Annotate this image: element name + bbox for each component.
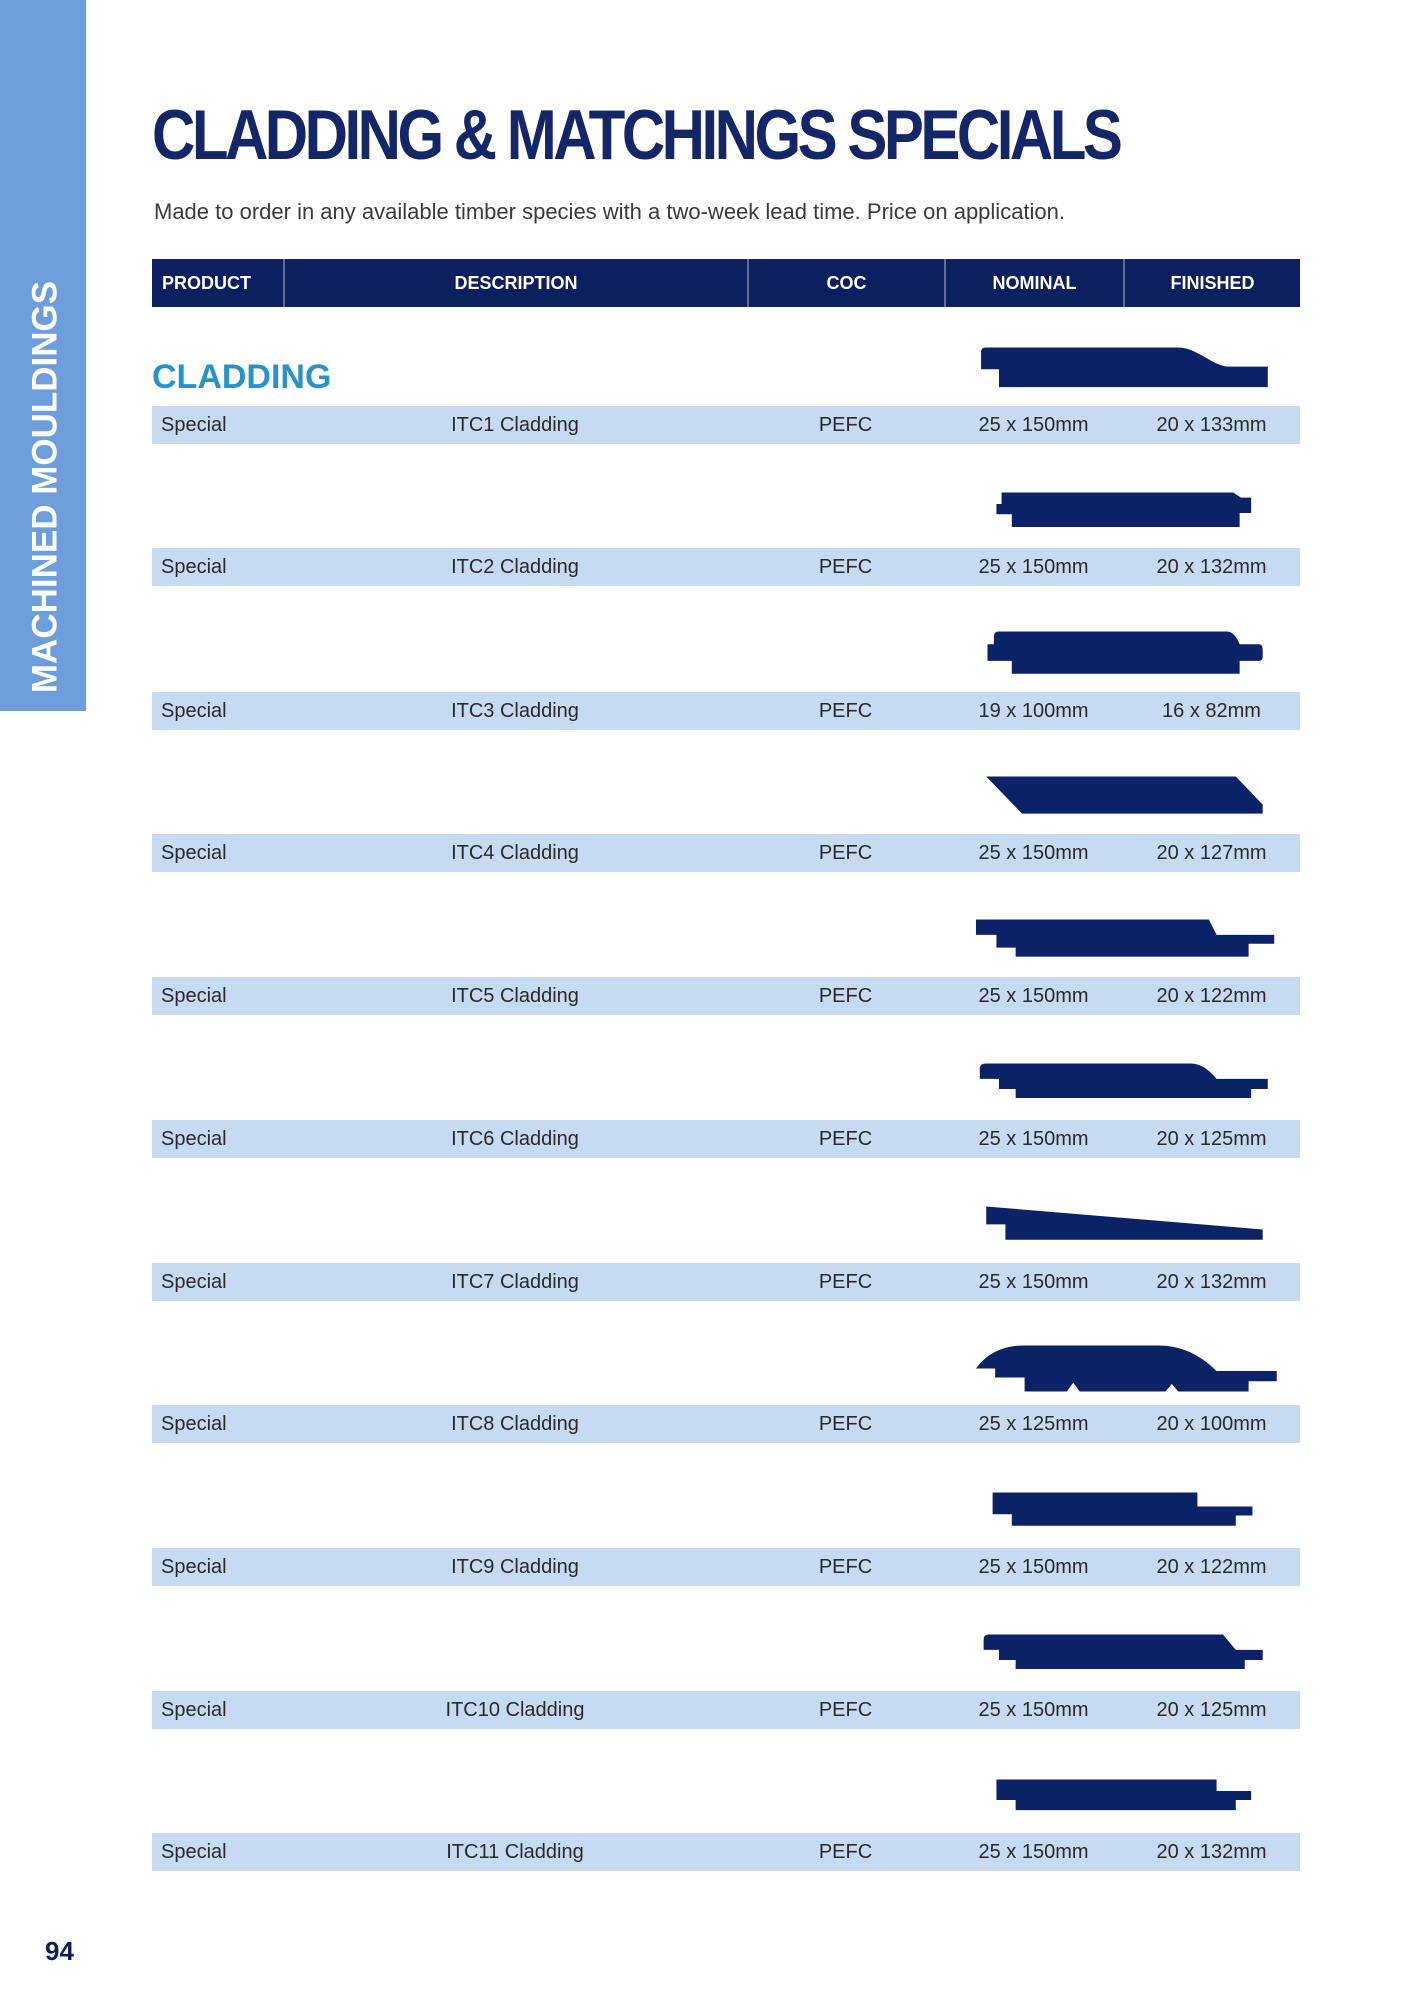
page-title: CLADDING & MATCHINGS SPECIALS: [152, 95, 1120, 175]
coc-cell: PEFC: [818, 1840, 873, 1863]
description-cell: ITC9 Cladding: [451, 1555, 579, 1578]
coc-cell: PEFC: [818, 1555, 873, 1578]
table-row: [152, 548, 1300, 586]
header-nominal: NOMINAL: [944, 259, 1123, 307]
product-cell: Special: [161, 1127, 227, 1150]
cladding-profile-itc7: [967, 1200, 1287, 1259]
nominal-size-cell: 25 x 150mm: [978, 1698, 1089, 1721]
coc-cell: PEFC: [818, 555, 873, 578]
table-header: [152, 259, 1300, 307]
nominal-size-cell: 25 x 150mm: [978, 1270, 1089, 1293]
table-row: [152, 977, 1300, 1015]
finished-size-cell: 20 x 122mm: [1156, 1555, 1267, 1578]
sidebar-label: MACHINED MOULDINGS: [25, 280, 65, 694]
finished-size-cell: 20 x 132mm: [1156, 1840, 1267, 1863]
table-row: [152, 1405, 1300, 1443]
finished-size-cell: 20 x 125mm: [1156, 1698, 1267, 1721]
cladding-profile-itc1: [967, 341, 1287, 400]
description-cell: ITC6 Cladding: [451, 1127, 579, 1150]
table-row: [152, 692, 1300, 730]
table-row: [152, 1263, 1300, 1301]
nominal-size-cell: 25 x 150mm: [978, 555, 1089, 578]
header-product: PRODUCT: [162, 273, 251, 293]
cladding-profile-itc9: [967, 1486, 1287, 1545]
cladding-profile-itc11: [967, 1773, 1287, 1832]
coc-cell: PEFC: [818, 841, 873, 864]
nominal-size-cell: 25 x 150mm: [978, 1555, 1089, 1578]
coc-cell: PEFC: [818, 1698, 873, 1721]
cladding-profile-itc4: [967, 770, 1287, 829]
page-subtitle: Made to order in any available timber species with a two-week lead time. Price on application.: [154, 199, 1066, 224]
description-cell: ITC10 Cladding: [445, 1698, 585, 1721]
nominal-size-cell: 19 x 100mm: [978, 699, 1089, 722]
coc-cell: PEFC: [818, 413, 873, 436]
coc-cell: PEFC: [818, 1127, 873, 1150]
product-cell: Special: [161, 699, 227, 722]
finished-size-cell: 20 x 127mm: [1156, 841, 1267, 864]
product-cell: Special: [161, 1270, 227, 1293]
coc-cell: PEFC: [818, 1412, 873, 1435]
nominal-size-cell: 25 x 150mm: [978, 841, 1089, 864]
product-cell: Special: [161, 413, 227, 436]
header-finished: FINISHED: [1123, 259, 1300, 307]
section-sidebar: [0, 0, 86, 711]
product-cell: Special: [161, 1840, 227, 1863]
product-cell: Special: [161, 1555, 227, 1578]
cladding-profile-itc3: [967, 625, 1287, 684]
finished-size-cell: 20 x 133mm: [1156, 413, 1267, 436]
finished-size-cell: 20 x 122mm: [1156, 984, 1267, 1007]
cladding-profile-itc8: [967, 1339, 1287, 1398]
description-cell: ITC5 Cladding: [451, 984, 579, 1007]
table-row: [152, 406, 1300, 444]
description-cell: ITC7 Cladding: [451, 1270, 579, 1293]
finished-size-cell: 16 x 82mm: [1162, 699, 1261, 722]
finished-size-cell: 20 x 100mm: [1156, 1412, 1267, 1435]
cladding-profile-itc10: [967, 1628, 1287, 1687]
product-cell: Special: [161, 841, 227, 864]
coc-cell: PEFC: [818, 984, 873, 1007]
header-coc: COC: [747, 259, 944, 307]
table-row: [152, 1691, 1300, 1729]
table-row: [152, 1120, 1300, 1158]
description-cell: ITC2 Cladding: [451, 555, 579, 578]
description-cell: ITC11 Cladding: [446, 1840, 584, 1863]
nominal-size-cell: 25 x 150mm: [978, 413, 1089, 436]
nominal-size-cell: 25 x 150mm: [978, 984, 1089, 1007]
description-cell: ITC8 Cladding: [451, 1412, 579, 1435]
coc-cell: PEFC: [818, 1270, 873, 1293]
table-row: [152, 1548, 1300, 1586]
product-cell: Special: [161, 555, 227, 578]
finished-size-cell: 20 x 132mm: [1156, 555, 1267, 578]
header-description: DESCRIPTION: [283, 259, 747, 307]
cladding-profile-itc2: [967, 486, 1287, 545]
product-cell: Special: [161, 1698, 227, 1721]
cladding-profile-itc5: [967, 913, 1287, 972]
page-number: 94: [45, 1936, 74, 1966]
description-cell: ITC4 Cladding: [451, 841, 579, 864]
description-cell: ITC1 Cladding: [451, 413, 579, 436]
table-row: [152, 1833, 1300, 1871]
nominal-size-cell: 25 x 125mm: [978, 1412, 1089, 1435]
table-row: [152, 834, 1300, 872]
product-cell: Special: [161, 984, 227, 1007]
finished-size-cell: 20 x 125mm: [1156, 1127, 1267, 1150]
finished-size-cell: 20 x 132mm: [1156, 1270, 1267, 1293]
description-cell: ITC3 Cladding: [451, 699, 579, 722]
cladding-profile-itc6: [967, 1057, 1287, 1116]
coc-cell: PEFC: [818, 699, 873, 722]
product-cell: Special: [161, 1412, 227, 1435]
nominal-size-cell: 25 x 150mm: [978, 1127, 1089, 1150]
nominal-size-cell: 25 x 150mm: [978, 1840, 1089, 1863]
section-heading: CLADDING: [152, 358, 332, 396]
